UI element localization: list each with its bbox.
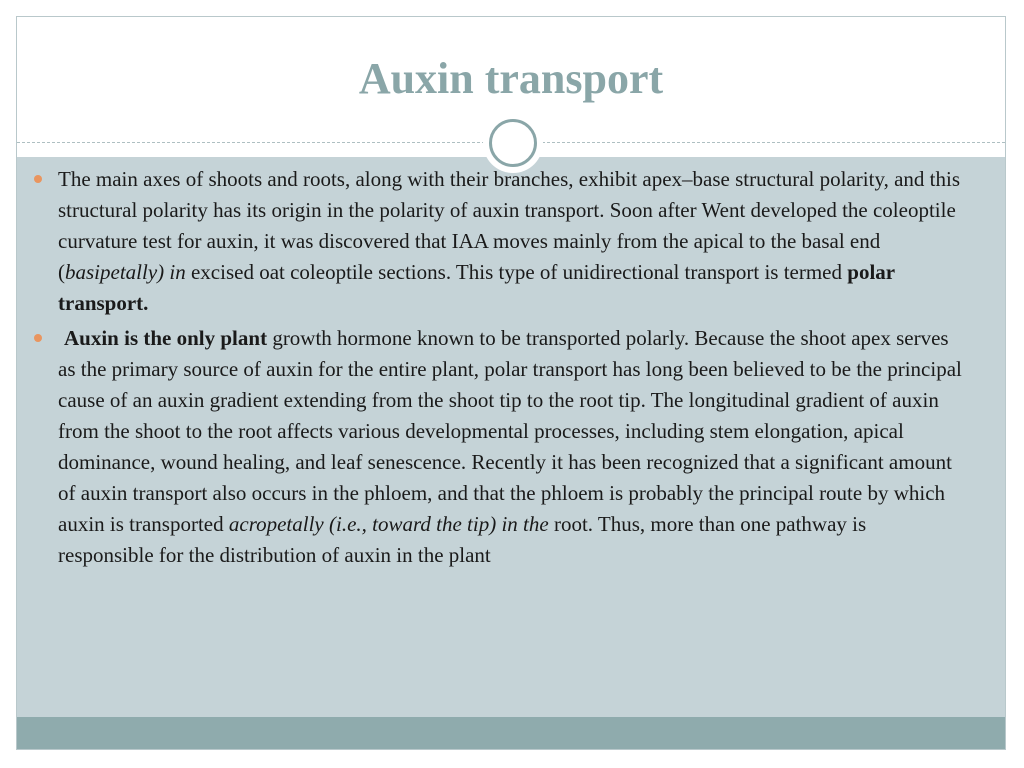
bullet-1-text-b: excised oat coleoptile sections. This type of unidirectional transport is termed <box>185 260 848 284</box>
bullet-1-bold: polar transport. <box>58 260 895 315</box>
bullet-1-text-a: The main axes of shoots and roots, along with their branches, exhibit apex–base structural polarity, and this structural polarity has its origin in the polarity of auxin transport. Soon after Went developed the coleoptile curvature test for auxin, it was discovered that IAA moves mainly from the apical to the basal end ( <box>58 167 960 284</box>
bullet-2-text-a: growth hormone known to be transported polarly. Because the shoot apex serves as the primary source of auxin for the entire plant, polar transport has long been believed to be the principal cause of an auxin gradient extending from the shoot tip to the root tip. The longitudinal gradient of auxin from the shoot to the root affects various developmental processes, including stem elongation, apical dominance, wound healing, and leaf senescence. Recently it has been recognized that a significant amount of auxin transport also occurs in the phloem, and that the phloem is probably the principal route by which auxin is transported <box>58 326 962 536</box>
bullet-1-italic: basipetally) in <box>65 260 186 284</box>
circle-ornament-inner <box>489 119 537 167</box>
bullet-list <box>32 164 962 575</box>
bullet-dot-icon <box>34 334 42 342</box>
bullet-2-italic: acropetally (i.e., toward the tip) in the <box>228 512 549 536</box>
bullet-item-2 <box>32 323 962 571</box>
bullet-2-bold: Auxin is the only plant <box>64 326 268 350</box>
slide-title: Auxin transport <box>358 54 664 103</box>
bullet-item-1 <box>32 164 962 319</box>
bullet-dot-icon <box>34 175 42 183</box>
footer-bar <box>17 717 1005 750</box>
bullet-2-text-b: root. Thus, more than one pathway is responsible for the distribution of auxin in the plant <box>58 512 867 567</box>
